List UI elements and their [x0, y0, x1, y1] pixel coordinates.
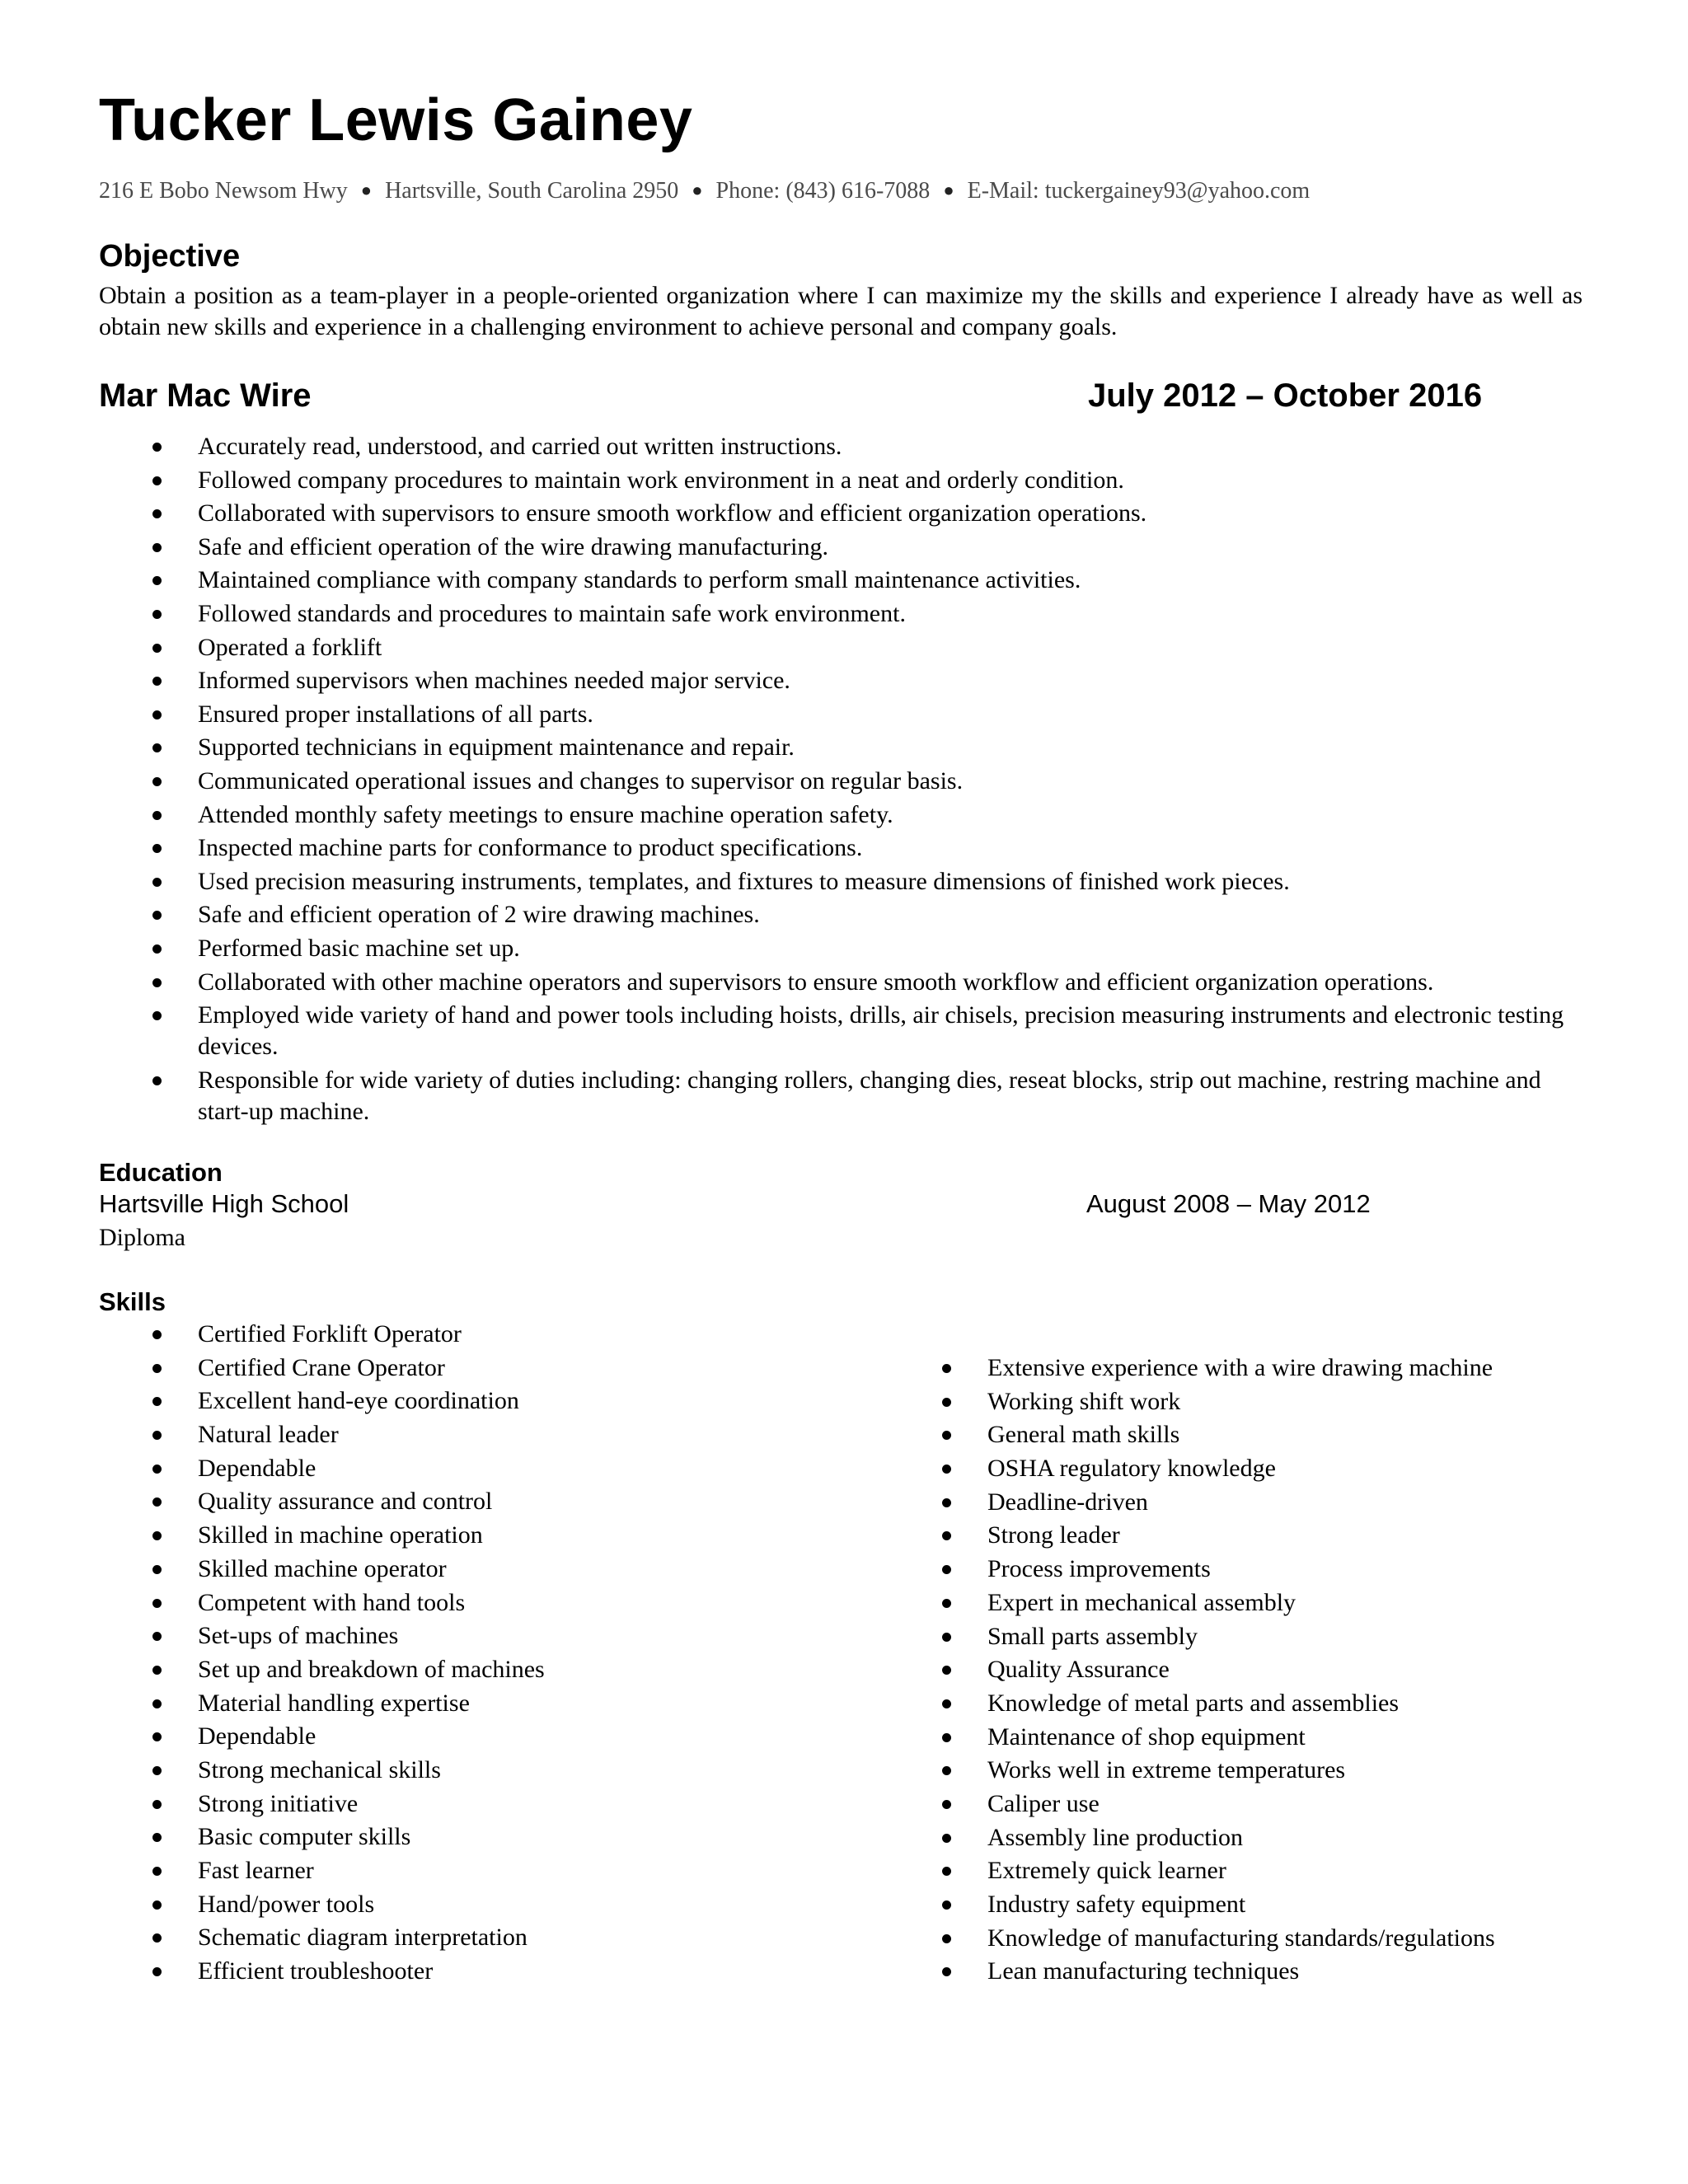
skill-item-text: Assembly line production: [987, 1823, 1243, 1851]
bullet-icon: [942, 1364, 951, 1373]
bullet-separator-icon: ●: [943, 180, 954, 200]
bullet-icon: [942, 1633, 951, 1642]
bullet-icon: [942, 1531, 951, 1540]
skill-item-text: Fast learner: [198, 1857, 314, 1884]
bullet-icon: [152, 1497, 162, 1507]
duty-item: [99, 1000, 1582, 1062]
bullet-icon: [942, 1967, 951, 1976]
skill-item: [99, 1385, 824, 1419]
skill-item: [99, 1855, 824, 1889]
bullet-icon: [152, 743, 162, 752]
skill-item: [99, 1554, 824, 1587]
bullet-icon: [152, 576, 162, 585]
skill-item: [99, 1319, 824, 1352]
bullet-icon: [152, 1431, 162, 1440]
bullet-icon: [152, 911, 162, 920]
skill-item: [889, 1755, 1614, 1788]
bullet-separator-icon: ●: [360, 180, 373, 200]
duty-item-text: Responsible for wide variety of duties including: changing rollers, changing dies, reseat blocks, strip out machine, restring machine and start-up machine.: [198, 1066, 1541, 1125]
bullet-icon: [942, 1666, 951, 1675]
bullet-icon: [942, 1900, 951, 1910]
school-name: Hartsville High School: [99, 1189, 349, 1218]
contact-address: 216 E Bobo Newsom Hwy: [99, 178, 348, 204]
skill-item-text: Lean manufacturing techniques: [987, 1957, 1300, 1985]
contact-city: Hartsville, South Carolina 2950: [385, 178, 679, 204]
bullet-icon: [152, 443, 162, 452]
skill-item-text: Caliper use: [987, 1789, 1100, 1817]
candidate-name: Tucker Lewis Gainey: [99, 87, 693, 153]
skill-item: [889, 1956, 1614, 1990]
duty-item-text: Performed basic machine set up.: [198, 934, 520, 962]
bullet-icon: [152, 1465, 162, 1474]
bullet-icon: [152, 1632, 162, 1641]
bullet-icon: [942, 1766, 951, 1775]
duty-item-text: Collaborated with other machine operators and supervisors to ensure smooth workflow and efficient organization operations.: [198, 968, 1434, 996]
bullet-icon: [152, 844, 162, 853]
skill-item: [889, 1788, 1614, 1822]
contact-email: E-Mail: tuckergainey93@yahoo.com: [967, 178, 1311, 204]
bullet-icon: [152, 1766, 162, 1775]
bullet-icon: [942, 1934, 951, 1943]
bullet-icon: [942, 1398, 951, 1407]
education-dates: August 2008 – May 2012: [1086, 1189, 1371, 1218]
degree: Diploma: [99, 1224, 185, 1251]
skill-item: [889, 1554, 1614, 1587]
skill-item-text: Set-ups of machines: [198, 1622, 399, 1650]
bullet-icon: [942, 1733, 951, 1742]
skill-item: [889, 1352, 1614, 1386]
bullet-icon: [152, 978, 162, 987]
skill-item: [99, 1688, 824, 1722]
duty-item-text: Communicated operational issues and changes to supervisor on regular basis.: [198, 766, 964, 794]
skill-item-text: Extremely quick learner: [987, 1857, 1226, 1885]
skill-item: [99, 1419, 824, 1453]
skill-item: [889, 1587, 1614, 1621]
skill-item: [889, 1889, 1614, 1923]
bullet-icon: [942, 1565, 951, 1574]
objective-heading: Objective: [99, 239, 241, 274]
skill-item-text: General math skills: [987, 1421, 1180, 1449]
duty-item: [99, 732, 1582, 763]
bullet-icon: [152, 1867, 162, 1876]
skill-item-text: Small parts assembly: [987, 1622, 1198, 1650]
duty-item-text: Maintained compliance with company standards to perform small maintenance activities.: [198, 566, 1081, 594]
bullet-icon: [152, 1666, 162, 1675]
job-header: [99, 377, 1582, 417]
duty-item-text: Inspected machine parts for conformance to product specifications.: [198, 834, 863, 862]
bullet-icon: [152, 1531, 162, 1540]
skill-item-text: Extensive experience with a wire drawing machine: [987, 1354, 1493, 1381]
skill-item: [889, 1822, 1614, 1856]
bullet-icon: [942, 1431, 951, 1440]
bullet-icon: [152, 509, 162, 518]
bullet-icon: [152, 710, 162, 719]
skill-item-text: Works well in extreme temperatures: [987, 1756, 1346, 1784]
skill-item: [99, 1922, 824, 1956]
skill-item: [889, 1855, 1614, 1889]
bullet-icon: [942, 1867, 951, 1876]
skill-item: [889, 1520, 1614, 1554]
skill-item-text: Quality Assurance: [987, 1656, 1170, 1684]
skill-item: [889, 1487, 1614, 1521]
bullet-icon: [152, 944, 162, 954]
duty-item-text: Employed wide variety of hand and power tools including hoists, drills, air chisels, precision measuring instruments and electronic testing devices.: [198, 1001, 1564, 1061]
bullet-icon: [152, 1967, 162, 1976]
skill-item: [889, 1654, 1614, 1688]
skill-item: [99, 1352, 824, 1386]
skill-item-text: Basic computer skills: [198, 1823, 411, 1851]
duty-item: [99, 766, 1582, 797]
skill-item-text: Process improvements: [987, 1555, 1211, 1583]
bullet-icon: [152, 1397, 162, 1406]
bullet-icon: [152, 1699, 162, 1708]
skill-item-text: Schematic diagram interpretation: [198, 1924, 528, 1952]
skill-item: [889, 1453, 1614, 1487]
bullet-icon: [942, 1498, 951, 1507]
skill-item-text: Skilled in machine operation: [198, 1521, 483, 1549]
duty-item-text: Informed supervisors when machines needed major service.: [198, 667, 790, 695]
duty-item: [99, 799, 1582, 831]
employer-name: Mar Mac Wire: [99, 377, 312, 414]
bullet-icon: [152, 811, 162, 820]
skill-item-text: Dependable: [198, 1454, 316, 1482]
skill-item: [99, 1889, 824, 1923]
education-heading: Education: [99, 1158, 223, 1187]
bullet-icon: [152, 1900, 162, 1910]
skill-item: [99, 1788, 824, 1822]
bullet-icon: [942, 1699, 951, 1708]
bullet-icon: [152, 1933, 162, 1943]
skill-item-text: Expert in mechanical assembly: [987, 1588, 1296, 1616]
duty-item: [99, 967, 1582, 998]
duty-item-text: Used precision measuring instruments, templates, and fixtures to measure dimensions of finished work pieces.: [198, 867, 1290, 895]
duty-item: [99, 431, 1582, 462]
skill-item: [99, 1486, 824, 1520]
duty-item-text: Ensured proper installations of all parts.: [198, 700, 593, 728]
duty-item: [99, 899, 1582, 930]
duty-item: [99, 699, 1582, 730]
skill-item-text: Excellent hand-eye coordination: [198, 1387, 519, 1415]
duty-item-text: Operated a forklift: [198, 633, 382, 661]
duty-item-text: Accurately read, understood, and carried out written instructions.: [198, 433, 842, 460]
duty-item-text: Safe and efficient operation of 2 wire drawing machines.: [198, 901, 760, 929]
skill-item: [99, 1520, 824, 1554]
bullet-icon: [152, 1330, 162, 1339]
skill-item: [889, 1386, 1614, 1420]
skills-list-left: [99, 1319, 824, 1990]
duty-item: [99, 1065, 1582, 1127]
skill-item-text: Knowledge of metal parts and assemblies: [987, 1689, 1400, 1717]
bullet-icon: [152, 1011, 162, 1020]
skill-item-text: Set up and breakdown of machines: [198, 1655, 545, 1683]
duty-item: [99, 665, 1582, 696]
skill-item: [99, 1956, 824, 1990]
bullet-icon: [152, 543, 162, 552]
bullet-icon: [152, 476, 162, 485]
skill-item: [99, 1453, 824, 1487]
bullet-icon: [942, 1465, 951, 1474]
skill-item-text: OSHA regulatory knowledge: [987, 1455, 1276, 1483]
bullet-icon: [152, 677, 162, 686]
skill-item-text: Efficient troubleshooter: [198, 1957, 434, 1985]
duty-item-text: Followed standards and procedures to maintain safe work environment.: [198, 599, 906, 627]
duty-item-text: Safe and efficient operation of the wire drawing manufacturing.: [198, 532, 828, 560]
duty-item: [99, 832, 1582, 864]
duty-item: [99, 565, 1582, 596]
bullet-icon: [152, 1833, 162, 1842]
contact-line: [99, 177, 1599, 205]
duty-item-text: Attended monthly safety meetings to ensure machine operation safety.: [198, 800, 893, 828]
duties-list: [99, 431, 1582, 1129]
skill-item-text: Maintenance of shop equipment: [987, 1722, 1306, 1750]
skill-item-text: Quality assurance and control: [198, 1488, 493, 1516]
skill-item-text: Competent with hand tools: [198, 1588, 466, 1616]
skill-item: [99, 1654, 824, 1688]
skills-list-right: [889, 1352, 1614, 1990]
skill-item: [99, 1755, 824, 1788]
skill-item-text: Certified Forklift Operator: [198, 1320, 462, 1347]
duty-item: [99, 598, 1582, 630]
skill-item-text: Strong mechanical skills: [198, 1755, 441, 1783]
skill-item-text: Knowledge of manufacturing standards/regulations: [987, 1924, 1495, 1952]
bullet-icon: [152, 777, 162, 786]
objective-text: Obtain a position as a team-player in a people-oriented organization where I can maximize my the skills and experience I already have as well as obtain new skills and experience in a challenging environment to achieve personal and company goals.: [99, 282, 1582, 340]
skill-item-text: Strong initiative: [198, 1789, 359, 1817]
skill-item-text: Hand/power tools: [198, 1890, 375, 1918]
duty-item: [99, 933, 1582, 964]
skill-item: [99, 1587, 824, 1621]
duty-item: [99, 465, 1582, 496]
duty-item: [99, 498, 1582, 529]
bullet-icon: [152, 1076, 162, 1085]
skill-item: [889, 1621, 1614, 1655]
skill-item-text: Working shift work: [987, 1387, 1181, 1415]
skills-heading: Skills: [99, 1287, 166, 1316]
skill-item: [889, 1419, 1614, 1453]
bullet-icon: [942, 1800, 951, 1809]
duty-item: [99, 866, 1582, 898]
skill-item-text: Industry safety equipment: [987, 1891, 1246, 1918]
skill-item-text: Natural leader: [198, 1421, 339, 1449]
bullet-icon: [152, 1732, 162, 1741]
skill-item: [889, 1688, 1614, 1722]
bullet-icon: [152, 1565, 162, 1574]
bullet-separator-icon: ●: [692, 180, 703, 200]
bullet-icon: [942, 1599, 951, 1608]
skill-item-text: Dependable: [198, 1722, 316, 1750]
duty-item: [99, 532, 1582, 563]
contact-phone: Phone: (843) 616-7088: [715, 178, 931, 204]
duty-item-text: Followed company procedures to maintain work environment in a neat and orderly condition.: [198, 466, 1124, 494]
skill-item: [889, 1722, 1614, 1755]
bullet-icon: [152, 610, 162, 619]
skill-item: [889, 1923, 1614, 1957]
skill-item: [99, 1620, 824, 1654]
skill-item: [99, 1721, 824, 1755]
duty-item-text: Collaborated with supervisors to ensure smooth workflow and efficient organization operations.: [198, 499, 1147, 527]
skill-item-text: Skilled machine operator: [198, 1554, 447, 1582]
bullet-icon: [152, 1800, 162, 1809]
bullet-icon: [152, 878, 162, 887]
skill-item-text: Material handling expertise: [198, 1689, 470, 1717]
skill-item-text: Certified Crane Operator: [198, 1353, 445, 1381]
duty-item-text: Supported technicians in equipment maintenance and repair.: [198, 733, 795, 762]
employment-dates: July 2012 – October 2016: [1088, 377, 1483, 414]
bullet-icon: [942, 1834, 951, 1843]
skill-item-text: Strong leader: [987, 1521, 1120, 1549]
duty-item: [99, 632, 1582, 663]
bullet-icon: [152, 1599, 162, 1608]
skill-item: [99, 1821, 824, 1855]
skill-item-text: Deadline-driven: [987, 1488, 1148, 1516]
bullet-icon: [152, 644, 162, 653]
bullet-icon: [152, 1364, 162, 1373]
